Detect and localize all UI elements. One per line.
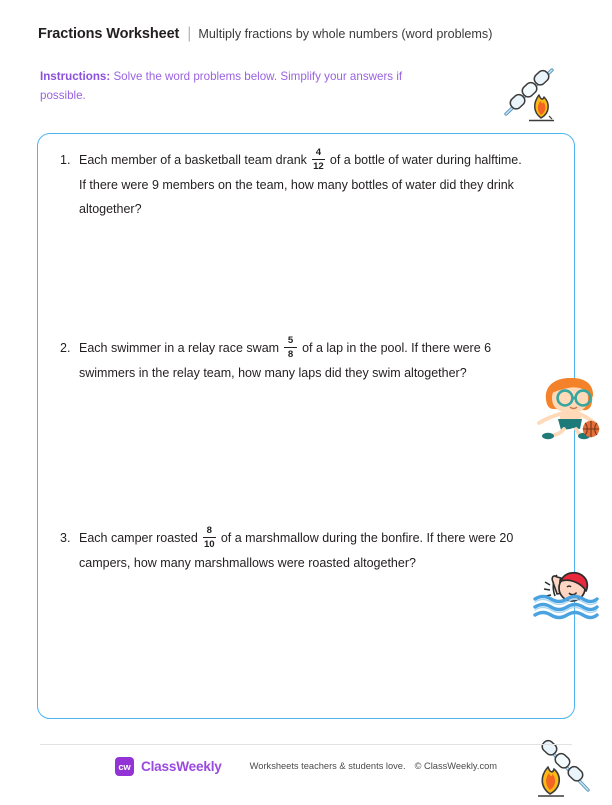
fraction-numerator: 5 bbox=[287, 335, 294, 347]
footer-divider bbox=[40, 744, 572, 745]
problem-item bbox=[60, 336, 538, 385]
problem-number: 3. bbox=[60, 531, 71, 545]
problem-text-after: of a lap in the pool. If there were 6 swimmers in the relay team, how many laps did they swim altogether? bbox=[79, 341, 492, 381]
instructions-block bbox=[40, 68, 430, 106]
fraction bbox=[203, 525, 216, 550]
problem-text bbox=[79, 336, 538, 385]
footer-tagline: Worksheets teachers & students love. bbox=[249, 761, 406, 771]
fraction-denominator: 10 bbox=[203, 538, 215, 550]
basketball-player-boy-icon bbox=[530, 376, 602, 440]
brand-name: ClassWeekly bbox=[140, 758, 222, 774]
problem-text-after: of a marshmallow during the bonfire. If there were 20 campers, how many marshmallows were roasted altogether? bbox=[79, 531, 514, 571]
fraction-denominator: 12 bbox=[313, 160, 324, 172]
fraction bbox=[284, 335, 297, 360]
classweekly-logo-icon: cw bbox=[115, 757, 134, 776]
problem-text bbox=[79, 148, 530, 221]
problem-text-after: of a bottle of water during halftime. If there were 9 members on the team, how many bottles of water did they drink altogether? bbox=[79, 153, 522, 217]
problems-card bbox=[37, 133, 575, 719]
fraction bbox=[312, 147, 325, 172]
brand-logo bbox=[115, 757, 222, 776]
problem-text bbox=[79, 526, 558, 575]
instructions-text: Solve the word problems below. Simplify your answers if possible. bbox=[40, 70, 403, 102]
marshmallow-skewer-campfire-icon bbox=[492, 62, 564, 124]
problem-item bbox=[60, 148, 530, 221]
footer bbox=[40, 752, 572, 780]
fraction-denominator: 8 bbox=[287, 348, 294, 360]
problem-text-before: Each member of a basketball team drank bbox=[79, 153, 307, 167]
instructions-label: Instructions: bbox=[40, 70, 111, 83]
footer-copyright: © ClassWeekly.com bbox=[414, 761, 498, 771]
problem-item bbox=[60, 526, 558, 575]
header-separator: | bbox=[187, 25, 192, 42]
problem-number: 1. bbox=[60, 153, 71, 167]
worksheet-header bbox=[38, 26, 574, 48]
problem-number: 2. bbox=[60, 341, 71, 355]
problem-text-before: Each camper roasted bbox=[79, 531, 198, 545]
fraction-numerator: 8 bbox=[206, 525, 212, 537]
problem-text-before: Each swimmer in a relay race swam bbox=[79, 341, 280, 355]
fraction-numerator: 4 bbox=[315, 147, 322, 159]
page-title: Fractions Worksheet bbox=[38, 26, 180, 42]
worksheet-subtitle: Multiply fractions by whole numbers (word problems) bbox=[198, 27, 493, 41]
